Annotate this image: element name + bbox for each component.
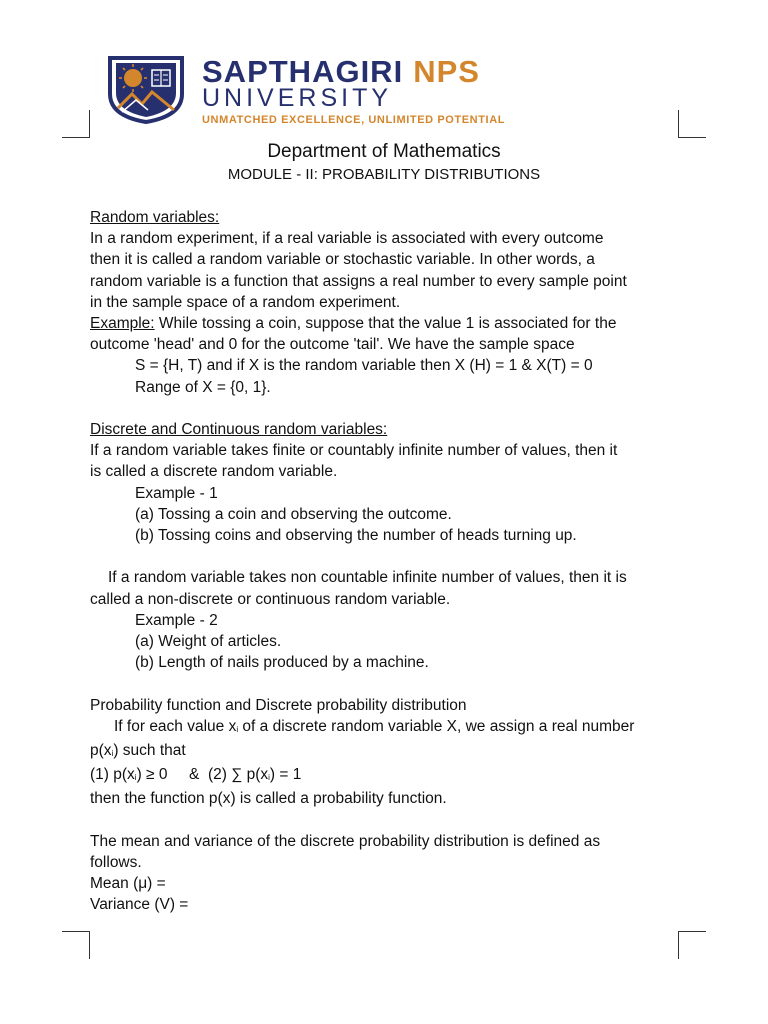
text-line: If a random variable takes finite or countably infinite number of values, then it (90, 442, 618, 460)
conditions-line (90, 764, 690, 788)
subscript: i (236, 724, 239, 734)
module-title: MODULE - II: PROBABILITY DISTRIBUTIONS (227, 166, 541, 183)
subscript: i (111, 749, 114, 759)
brand-accent: NPS (413, 54, 480, 89)
example-title: Example - 2 (135, 611, 218, 629)
text-line: random variable is a function that assigns a real number to every sample point (90, 272, 627, 290)
university-seal-icon (104, 50, 188, 124)
text-line (90, 740, 690, 764)
crop-mark-top-right-v (678, 110, 679, 138)
section-heading-probability-function: Probability function and Discrete probability distribution (90, 696, 467, 714)
crop-mark-bottom-right-v (678, 931, 679, 959)
crop-mark-top-left-h (62, 137, 90, 138)
crop-mark-top-right-h (678, 137, 706, 138)
crop-mark-bottom-left-v (89, 931, 90, 959)
subscript: i (134, 773, 137, 783)
crop-mark-top-left-v (89, 110, 90, 138)
crop-mark-bottom-right-h (678, 931, 706, 932)
text-line: The mean and variance of the discrete probability distribution is defined as (90, 832, 601, 850)
variance-line: Variance (V) = (90, 896, 189, 914)
sample-space-line: S = {H, T) and if X is the random variable then X (H) = 1 & X(T) = 0 (135, 357, 593, 375)
text-line: is called a discrete random variable. (90, 463, 338, 481)
department-title: Department of Mathematics (267, 141, 501, 162)
text-fragment: If for each value x (114, 717, 237, 735)
section-heading-random-variables: Random variables: (90, 209, 220, 226)
mean-line: Mean (μ) = (90, 875, 166, 893)
brand-name: SAPTHAGIRI (202, 54, 404, 89)
section-heading-discrete-continuous: Discrete and Continuous random variables: (90, 421, 388, 439)
text-line: In a random experiment, if a real variable is associated with every outcome (90, 230, 604, 248)
text-fragment: of a discrete random variable X, we assign a real number (238, 717, 635, 735)
document-body (90, 207, 690, 916)
text-fragment: ) ≥ 0 & (2) ∑ p(x (136, 766, 269, 784)
example-item: (a) Weight of articles. (135, 633, 282, 651)
subscript: i (268, 773, 270, 783)
text-fragment: p(x (90, 742, 112, 760)
brand-university: UNIVERSITY (202, 84, 393, 112)
example-item: (b) Tossing coins and observing the number of heads turning up. (135, 527, 577, 545)
example-label: Example: (90, 315, 155, 333)
example-item: (b) Length of nails produced by a machine. (135, 654, 429, 672)
example-text: While tossing a coin, suppose that the value 1 is associated for the (154, 315, 617, 333)
text-line: called a non-discrete or continuous random variable. (90, 590, 451, 608)
text-line (90, 716, 690, 740)
range-line: Range of X = {0, 1}. (135, 378, 271, 396)
text-line: outcome 'head' and 0 for the outcome 'tail'. We have the sample space (90, 336, 575, 354)
text-fragment: ) such that (113, 742, 186, 760)
example-title: Example - 1 (135, 484, 218, 502)
text-line: then the function p(x) is called a probability function. (90, 790, 447, 808)
example-item: (a) Tossing a coin and observing the outcome. (135, 505, 452, 523)
brand-tagline: UNMATCHED EXCELLENCE, UNLIMITED POTENTIAL (202, 114, 506, 126)
university-logo (104, 50, 564, 126)
text-fragment: ) = 1 (269, 766, 302, 784)
crop-mark-bottom-left-h (62, 931, 90, 932)
text-fragment: (1) p(x (90, 766, 135, 784)
text-line: If a random variable takes non countable infinite number of values, then it is (108, 569, 627, 587)
text-line: then it is called a random variable or stochastic variable. In other words, a (90, 251, 595, 269)
example-line (90, 313, 690, 334)
text-line: follows. (90, 854, 142, 872)
text-line: in the sample space of a random experiment. (90, 293, 401, 311)
